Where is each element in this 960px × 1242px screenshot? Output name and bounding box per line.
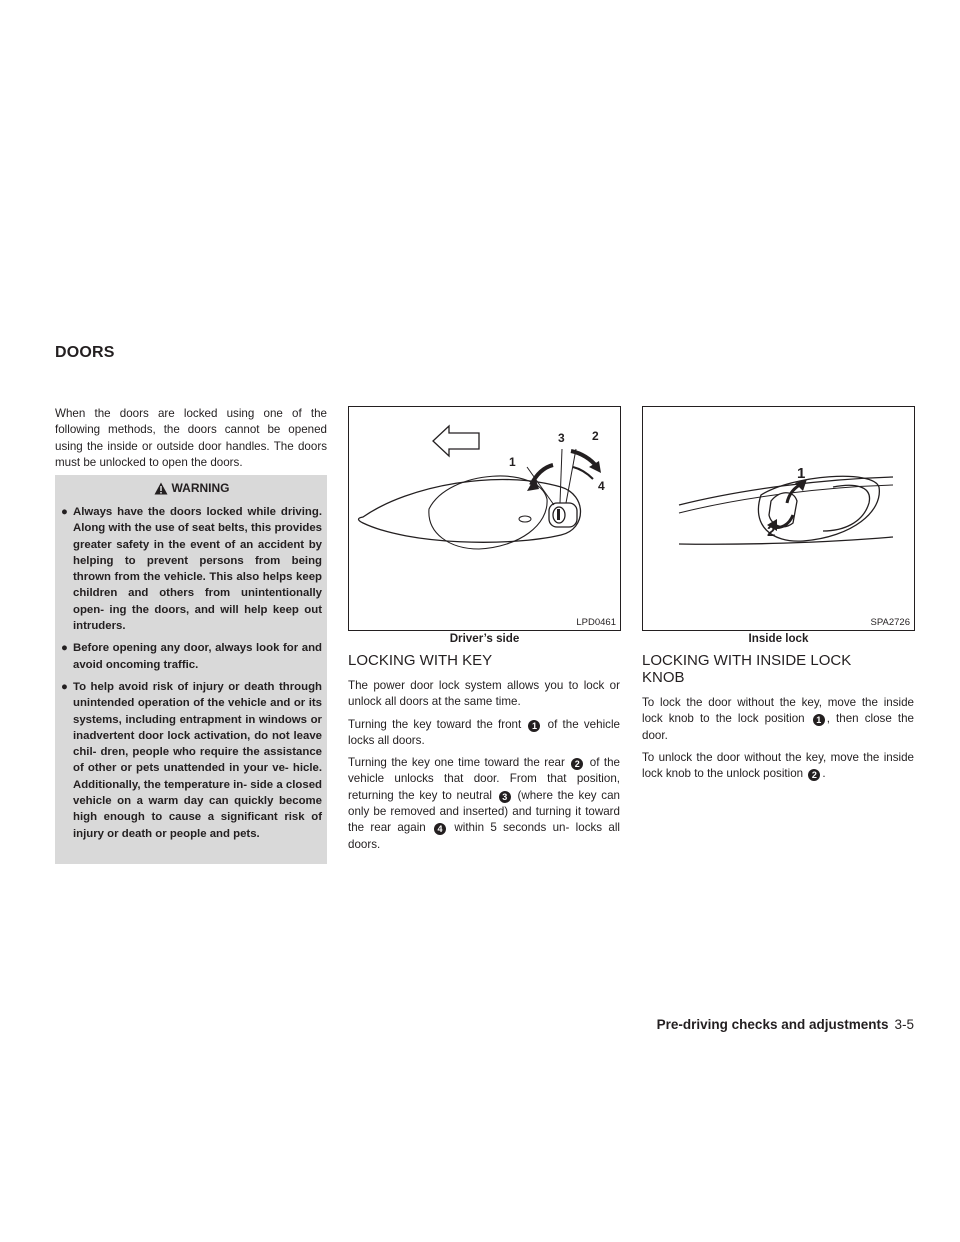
paragraph: The power door lock system allows you to lock or unlock all doors at the same time. xyxy=(348,679,620,709)
figure2-caption: Inside lock xyxy=(748,632,809,645)
step-number-icon: 2 xyxy=(571,758,583,770)
paragraph: Turning the key toward the front 1 of the vehicle locks all doors. xyxy=(348,717,620,747)
step-number-icon: 1 xyxy=(528,720,540,732)
warning-header xyxy=(61,481,322,495)
door-handle-key-illustration xyxy=(349,407,620,630)
bullet-icon: ● xyxy=(61,642,68,655)
bullet-icon: ● xyxy=(61,506,68,518)
key-section xyxy=(348,652,620,859)
paragraph: Turning the key one time toward the rear 2 of the vehicle unlocks that door. From that position, returning the key to neutral 3 (where the key can only be removed and inserted) and turning it toward the rear again 4 within 5 seconds un- locks all doors. xyxy=(348,756,621,851)
section-title: DOORS xyxy=(55,344,115,361)
knob-section-title: LOCKING WITH INSIDE LOCK KNOB xyxy=(642,652,852,686)
inside-lock-knob-illustration xyxy=(643,407,914,630)
chapter-title: Pre-driving checks and adjustments xyxy=(656,1017,889,1032)
figure2-code: SPA2726 xyxy=(870,617,910,628)
intro-paragraph: When the doors are locked using one of the following methods, the doors cannot be opened using the inside or outside door handles. The doors must be unlocked to open the doors. xyxy=(55,407,327,469)
figure2-label-1: 1 xyxy=(797,465,806,482)
page-footer xyxy=(657,1017,914,1032)
figure1-code: LPD0461 xyxy=(576,617,616,628)
knob-section-body xyxy=(642,695,914,782)
step-number-icon: 2 xyxy=(808,769,820,781)
figure1-caption: Driver’s side xyxy=(449,632,520,645)
page-number: 3-5 xyxy=(894,1017,914,1032)
warning-list xyxy=(61,504,322,842)
step-number-icon: 4 xyxy=(434,823,446,835)
figure2-label-2: 2 xyxy=(767,523,776,540)
warning-item: ● Always have the doors locked while driving. Along with the use of seat belts, this provides greater safety in the event of an accident by helping to prevent persons from being thrown from the vehicle. This also helps keep children and others from unintentionally open- ing the doors, and will help keep out intruders. xyxy=(61,506,322,633)
figure1-label-1: 1 xyxy=(509,455,516,469)
warning-box xyxy=(55,475,327,864)
figure1-label-2: 2 xyxy=(592,429,599,443)
key-section-body xyxy=(348,678,620,853)
warning-title: WARNING xyxy=(171,481,230,495)
figure1-label-4: 4 xyxy=(598,479,605,493)
figure-drivers-side xyxy=(348,406,621,631)
paragraph: To lock the door without the key, move the inside lock knob to the lock position 1 , then close the door. xyxy=(642,696,914,742)
warning-item: ● Before opening any door, always look for and avoid oncoming traffic. xyxy=(61,642,322,671)
warning-item: ● To help avoid risk of injury or death through unintended operation of the vehicle and or its systems, including entrapment in windows or inadvertent door lock activation, do not leave chil- dren, people who require the assistance of other or pets unattended in your ve- hicle. Additionally, the temperature in- side a closed vehicle on a warm day can quickly become high enough to cause a significant risk of injury or death or people and pets. xyxy=(61,680,322,840)
figure-inside-lock xyxy=(642,406,915,631)
knob-section xyxy=(642,652,914,788)
key-section-title: LOCKING WITH KEY xyxy=(348,652,493,669)
step-number-icon: 3 xyxy=(499,791,511,803)
step-number-icon: 1 xyxy=(813,714,825,726)
warning-triangle-icon xyxy=(154,482,168,495)
paragraph: To unlock the door without the key, move the inside lock knob to the unlock position 2 . xyxy=(642,750,914,781)
bullet-icon: ● xyxy=(61,680,68,693)
figure1-label-3: 3 xyxy=(558,431,565,445)
